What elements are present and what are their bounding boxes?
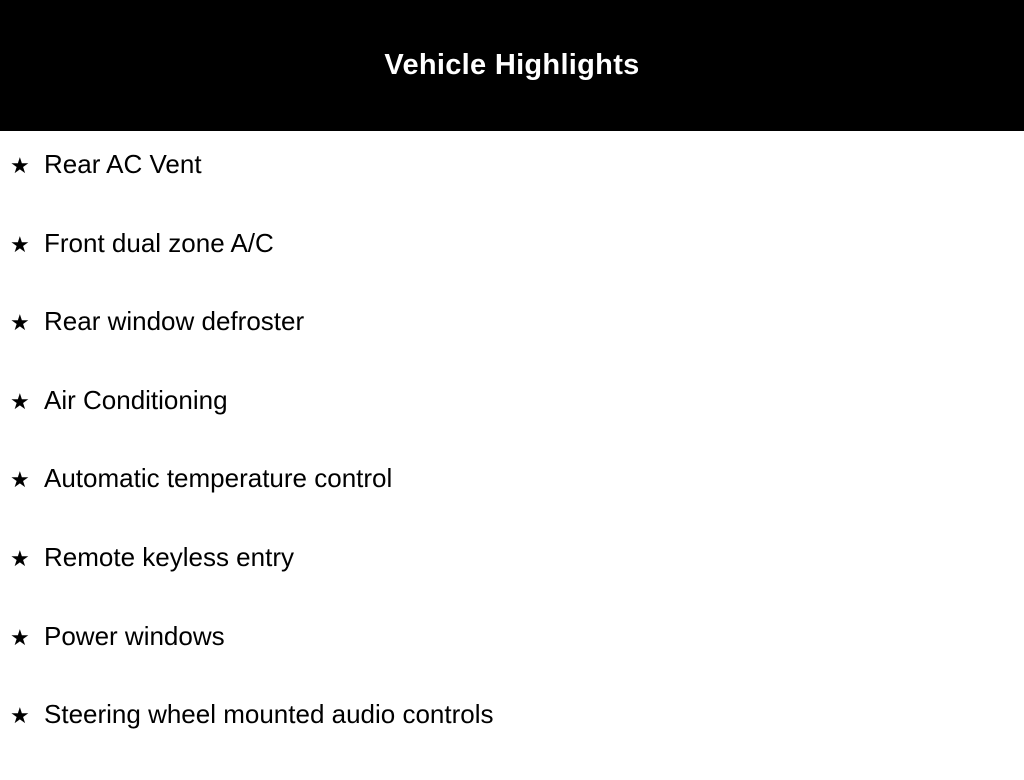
list-item xyxy=(0,384,1024,466)
star-icon: ★ xyxy=(10,232,30,258)
list-item xyxy=(0,308,1024,387)
list-item xyxy=(0,620,1024,702)
star-icon: ★ xyxy=(10,704,30,730)
feature-label: Rear AC Vent xyxy=(44,149,202,179)
feature-label: Front dual zone A/C xyxy=(44,227,274,258)
star-icon: ★ xyxy=(10,311,30,337)
star-icon: ★ xyxy=(10,389,30,415)
list-item xyxy=(0,227,1024,309)
list-item xyxy=(0,151,1024,230)
feature-label: Remote keyless entry xyxy=(44,541,294,572)
feature-label: Power windows xyxy=(44,620,225,651)
star-icon: ★ xyxy=(10,154,30,179)
feature-label: Rear window defroster xyxy=(44,306,305,337)
vehicle-features-list xyxy=(0,131,1024,780)
feature-label: Air Conditioning xyxy=(44,384,228,415)
list-item xyxy=(0,465,1024,544)
star-icon: ★ xyxy=(10,546,30,572)
list-item xyxy=(0,541,1024,623)
page-title: Vehicle Highlights xyxy=(384,49,640,81)
feature-label: Steering wheel mounted audio controls xyxy=(44,699,494,730)
star-icon: ★ xyxy=(10,468,30,494)
star-icon: ★ xyxy=(10,625,30,651)
feature-label: Automatic temperature control xyxy=(44,463,393,494)
page-header xyxy=(0,0,1024,131)
